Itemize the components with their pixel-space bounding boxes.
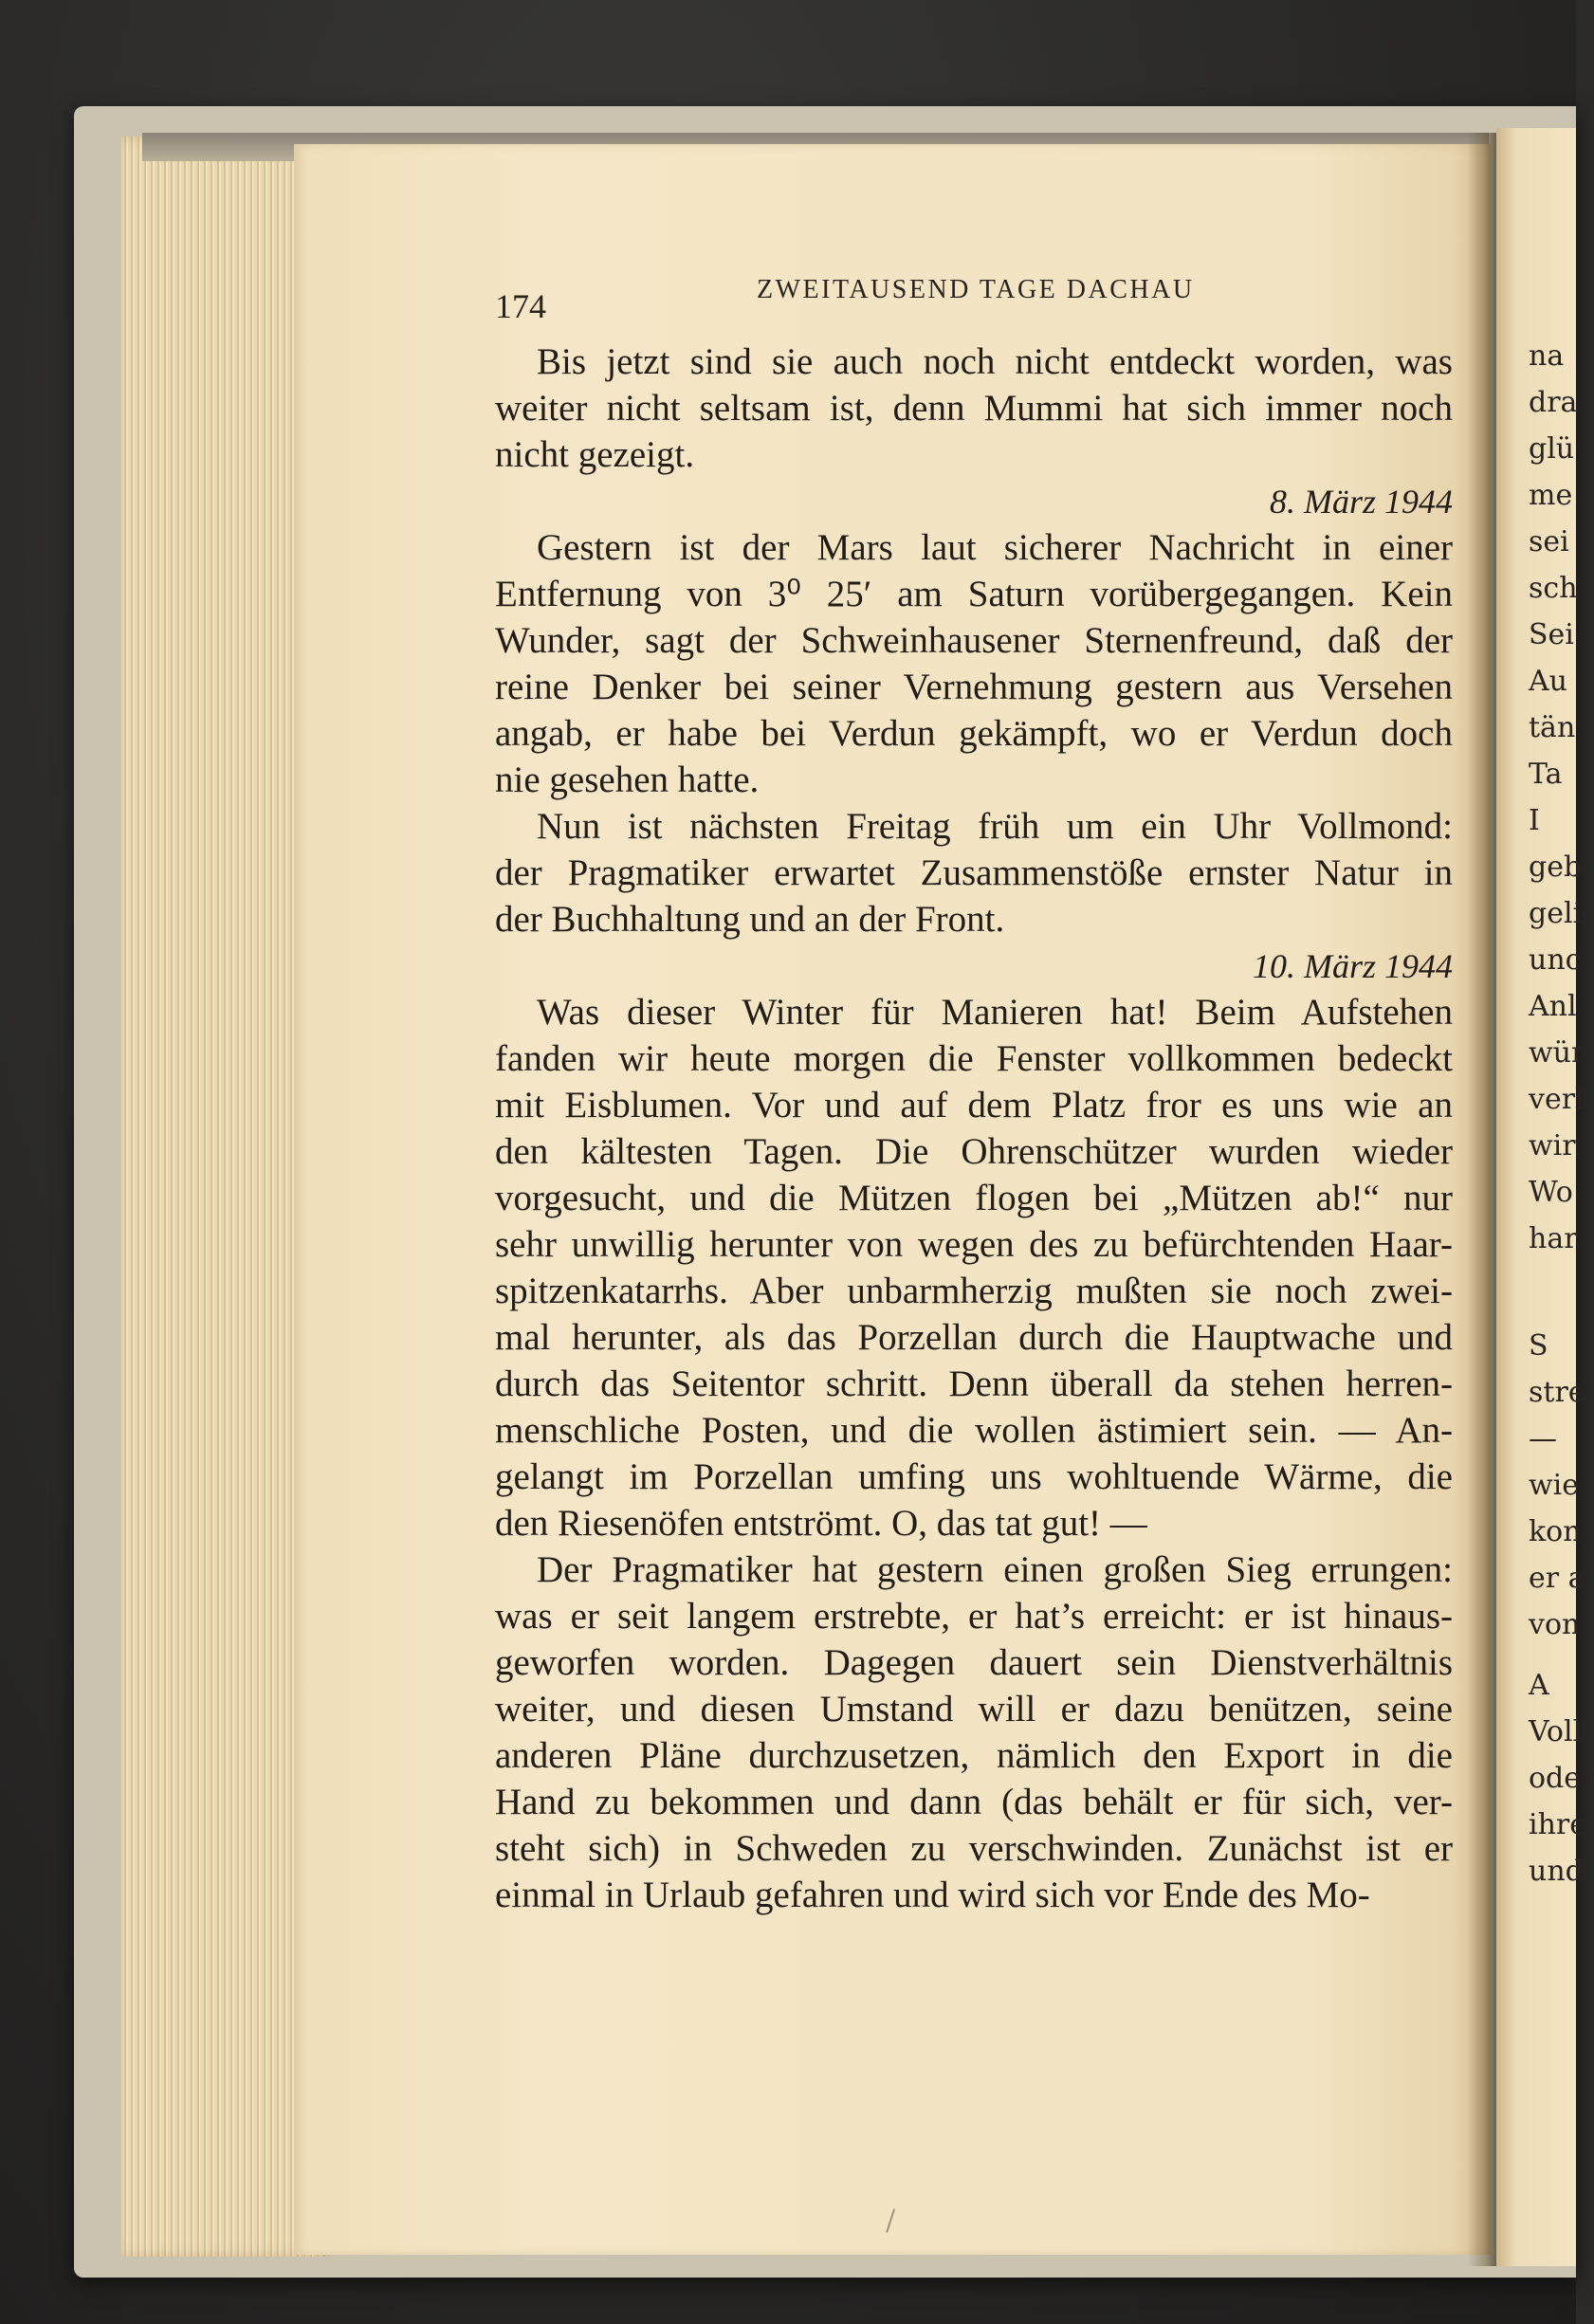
facing-page-fragment: Ta [1529, 758, 1563, 791]
facing-page-fragment: wie [1529, 1469, 1580, 1502]
paragraph-line: Bis jetzt sind sie auch noch nicht entdeckt worden, was [537, 341, 1453, 382]
paragraph-line: den Riesenöfen entströmt. O, das tat gut! — [495, 1503, 1147, 1544]
paragraph-line: Der Pragmatiker hat gestern einen großen Sieg errungen: [537, 1549, 1453, 1590]
facing-page-fragment: verl [1529, 1083, 1585, 1116]
paragraph-line: der Pragmatiker erwartet Zusammenstöße ernster Natur in [495, 852, 1453, 893]
facing-page-fragment: oder [1529, 1762, 1594, 1795]
facing-page-fragment: A [1529, 1669, 1549, 1702]
facing-page-fragment: I [1529, 804, 1540, 837]
facing-page-fragment: — [1529, 1422, 1557, 1455]
facing-page-fragment: Au [1529, 665, 1567, 698]
paragraph-line: anderen Pläne durchzusetzen, nämlich den Export in die [495, 1735, 1453, 1776]
paragraph-line: spitzenkatarrhs. Aber unbarmherzig mußten sie noch zwei- [495, 1271, 1453, 1311]
paragraph-line: den kältesten Tagen. Die Ohrenschützer wurden wieder [495, 1131, 1453, 1172]
paragraph-line: geworfen worden. Dagegen dauert sein Dienstverhältnis [495, 1642, 1453, 1683]
paragraph-line: einmal in Urlaub gefahren und wird sich vor Ende des Mo- [495, 1875, 1370, 1915]
facing-page-fragment: Wo [1529, 1176, 1573, 1209]
paragraph-line: weiter, und diesen Umstand will er dazu benützen, seine [495, 1689, 1453, 1729]
facing-page-fragment: dra [1529, 386, 1578, 419]
facing-page-fragment: na [1529, 339, 1565, 373]
paragraph-line: weiter nicht seltsam ist, denn Mummi hat sich immer noch [495, 388, 1453, 429]
paragraph-line: menschliche Posten, und die wollen ästimiert sein. — An- [495, 1410, 1453, 1451]
facing-page-text [1529, 0, 1594, 2324]
facing-page-fragment: stre [1529, 1376, 1585, 1409]
paragraph-line: nie gesehen hatte. [495, 759, 760, 800]
paragraph-line: Was dieser Winter für Manieren hat! Beim Aufstehen [537, 992, 1453, 1033]
facing-page-fragment: har [1529, 1222, 1578, 1255]
paragraph-line: fanden wir heute morgen die Fenster vollkommen bedeckt [495, 1038, 1453, 1079]
paragraph-line: Gestern ist der Mars laut sicherer Nachricht in einer [537, 527, 1453, 568]
facing-page-fragment: Sei [1529, 618, 1574, 651]
book-gutter [1468, 133, 1496, 2266]
facing-page-fragment: ihre [1529, 1808, 1587, 1841]
paragraph-line: reine Denker bei seiner Vernehmung gestern aus Versehen [495, 667, 1453, 707]
facing-page-fragment: me [1529, 479, 1573, 512]
paragraph-line: Wunder, sagt der Schweinhausener Sternenfreund, daß der [495, 620, 1453, 661]
facing-page-fragment: glü [1529, 432, 1575, 466]
paragraph-line: Entfernung von 3⁰ 25′ am Saturn vorübergegangen. Kein [495, 574, 1453, 614]
paragraph-line: nicht gezeigt. [495, 434, 695, 475]
facing-page-fragment: sei [1529, 525, 1569, 558]
paragraph-line: mal herunter, als das Porzellan durch die Hauptwache und [495, 1317, 1453, 1358]
paragraph-line: angab, er habe bei Verdun gekämpft, wo er Verdun doch [495, 713, 1453, 754]
facing-page-fragment: wir [1529, 1129, 1576, 1162]
facing-page-fragment: Voll [1529, 1715, 1583, 1748]
paragraph-line: vorgesucht, und die Mützen flogen bei „Mützen ab!“ nur [495, 1178, 1453, 1218]
facing-page-fragment: und [1529, 1855, 1584, 1888]
facing-page-fragment: kon [1529, 1515, 1582, 1548]
facing-page-fragment: sch [1529, 572, 1578, 605]
paragraph-line: sehr unwillig herunter von wegen des zu befürchtenden Haar- [495, 1224, 1453, 1265]
paragraph-line: Nun ist nächsten Freitag früh um ein Uhr Vollmond: [537, 806, 1453, 847]
facing-page-fragment: er a [1529, 1562, 1585, 1595]
paragraph-line: durch das Seitentor schritt. Denn überall da stehen herren- [495, 1363, 1453, 1404]
entry-date: 10. März 1944 [1252, 947, 1453, 985]
running-head: ZWEITAUSEND TAGE DACHAU [757, 275, 1195, 304]
entry-date: 8. März 1944 [1269, 483, 1453, 521]
facing-page-fragment: geli [1529, 897, 1583, 930]
page-number: 174 [495, 287, 546, 325]
paragraph-line: gelangt im Porzellan umfing uns wohltuende Wärme, die [495, 1456, 1453, 1497]
paragraph-line: Hand zu bekommen und dann (das behält er für sich, ver- [495, 1782, 1453, 1822]
facing-page-fragment: geb [1529, 851, 1583, 884]
facing-page-fragment: unc [1529, 943, 1582, 977]
paragraph-line: der Buchhaltung und an der Front. [495, 899, 1005, 940]
facing-page-fragment: wür [1529, 1036, 1585, 1070]
facing-page-fragment: tän [1529, 711, 1576, 744]
paragraph-line: was er seit langem erstrebte, er hat’s erreicht: er ist hinaus- [495, 1596, 1453, 1637]
facing-page-fragment: Anl [1529, 990, 1577, 1023]
facing-page-fragment: S [1529, 1329, 1548, 1363]
paragraph-line: steht sich) in Schweden zu verschwinden. Zunächst ist er [495, 1828, 1453, 1869]
paragraph-line: mit Eisblumen. Vor und auf dem Platz fror es uns wie an [495, 1085, 1453, 1125]
facing-page-fragment: von [1529, 1608, 1581, 1641]
